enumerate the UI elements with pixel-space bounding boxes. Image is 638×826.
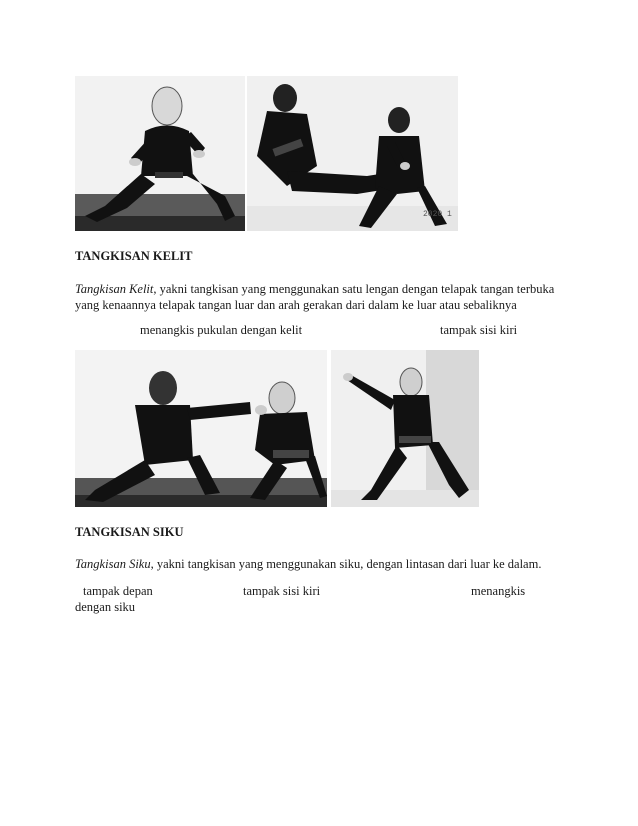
term-kelit: Tangkisan Kelit (75, 282, 154, 296)
caption-kelit-1: menangkis pukulan dengan kelit (140, 323, 303, 337)
caption-kelit-2: tampak sisi kiri (440, 323, 518, 337)
caption-siku-3: menangkis (471, 584, 526, 598)
photo-kelit-exchange (75, 350, 327, 507)
photo-kelit-exchange-figure (75, 350, 327, 507)
section-heading-kelit: TANGKISAN KELIT (75, 249, 193, 263)
photo-kick-block-figure (247, 76, 458, 231)
photo-master-stance-figure (75, 76, 245, 231)
caption-siku-4: dengan siku (75, 600, 136, 614)
description-siku: , yakni tangkisan yang menggunakan siku, dengan lintasan dari luar ke dalam. (150, 557, 542, 571)
section-description-kelit (75, 281, 575, 313)
caption-siku-1: tampak depan (83, 584, 153, 598)
photo-date-stamp: 2020 1 (423, 210, 452, 219)
photo-kelit-side (331, 350, 479, 507)
section-description-siku (75, 556, 541, 572)
section-heading-siku: TANGKISAN SIKU (75, 525, 184, 539)
photo-kick-block (247, 76, 458, 231)
description-kelit: , yakni tangkisan yang menggunakan satu lengan dengan telapak tangan terbuka yang kenaannya telapak tangan luar dan arah gerakan dari dalam ke luar atau sebaliknya (75, 282, 555, 312)
caption-siku-2: tampak sisi kiri (243, 584, 321, 598)
photo-master-stance (75, 76, 245, 231)
term-siku: Tangkisan Siku (75, 557, 151, 571)
photo-kelit-side-figure (331, 350, 479, 507)
